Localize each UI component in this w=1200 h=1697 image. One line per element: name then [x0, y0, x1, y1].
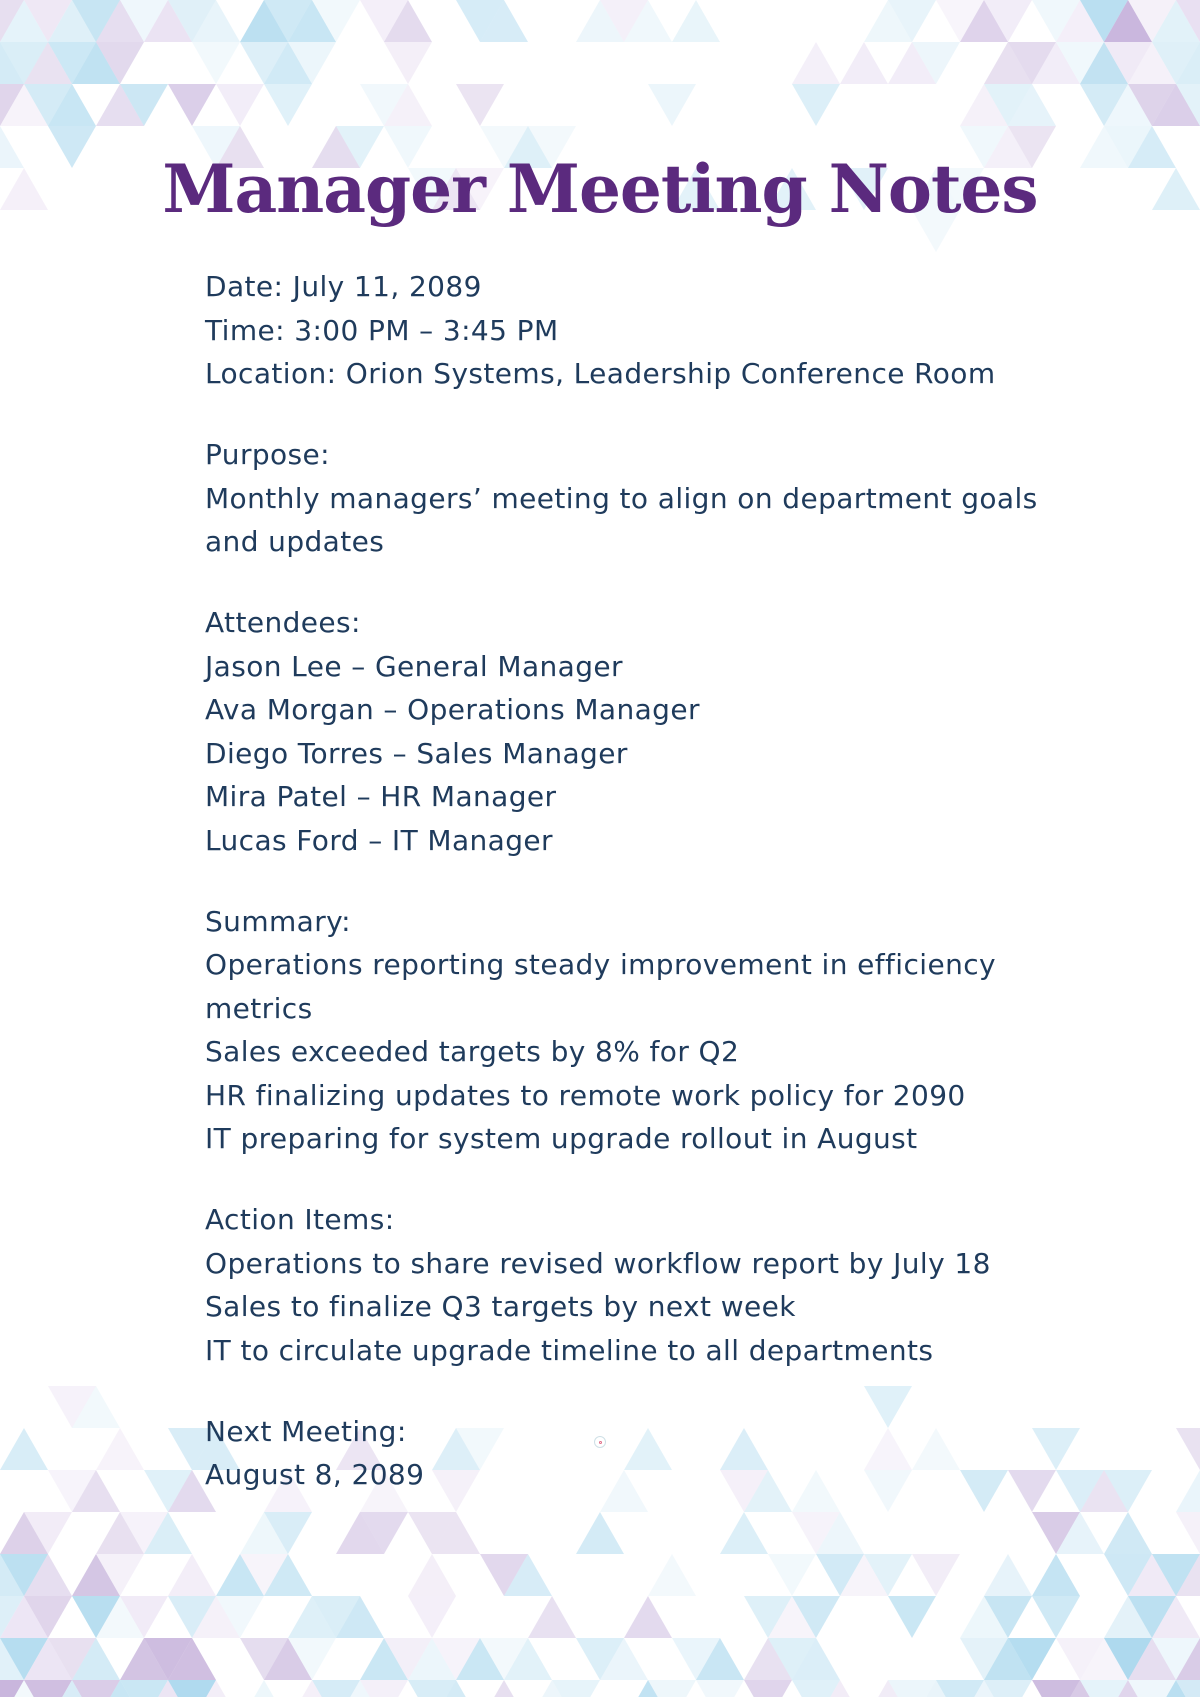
action-item: Operations to share revised workflow report by July 18 [205, 1246, 991, 1280]
document-body [205, 265, 1045, 1497]
decorative-triangle [216, 84, 264, 126]
date-line: Date: July 11, 2089 [205, 270, 482, 303]
decorative-triangle [1176, 1512, 1200, 1554]
decorative-triangle [768, 1554, 816, 1596]
next-meeting-heading: Next Meeting: [205, 1414, 407, 1448]
summary-item: HR finalizing updates to remote work policy for 2090 [205, 1078, 966, 1112]
decorative-triangle [672, 0, 720, 42]
decorative-triangle [384, 42, 432, 84]
time-line: Time: 3:00 PM – 3:45 PM [205, 313, 559, 347]
decorative-triangle [408, 1596, 456, 1638]
decorative-triangle [1176, 1428, 1200, 1470]
purpose-text: and updates [205, 525, 385, 558]
attendee-item: Lucas Ford – IT Manager [205, 823, 553, 857]
action-items-heading: Action Items: [205, 1203, 395, 1236]
cursor-marker-icon [594, 1436, 606, 1448]
summary-item: metrics [205, 991, 313, 1025]
decorative-triangle [240, 1680, 288, 1697]
attendee-item: Jason Lee – General Manager [205, 649, 623, 683]
location-line: Location: Orion Systems, Leadership Conference Room [205, 357, 996, 390]
decorative-triangle [1176, 1470, 1200, 1512]
decorative-triangle [912, 1554, 960, 1596]
decorative-triangle [720, 1512, 768, 1554]
decorative-triangle [840, 42, 888, 84]
decorative-triangle [0, 1428, 48, 1470]
purpose-text: Monthly managers’ meeting to align on department goals [205, 481, 1038, 515]
decorative-triangle [96, 1428, 144, 1470]
summary-heading: Summary: [205, 904, 351, 938]
decorative-triangle [456, 84, 504, 126]
next-meeting-date: August 8, 2089 [205, 1458, 425, 1491]
summary-item: Operations reporting steady improvement in efficiency [205, 948, 996, 981]
decorative-triangle [744, 1680, 792, 1697]
decorative-triangle [168, 1554, 216, 1596]
summary-item: Sales exceeded targets by 8% for Q2 [205, 1035, 740, 1068]
action-item: Sales to finalize Q3 targets by next week [205, 1290, 796, 1323]
decorative-triangle [648, 1554, 696, 1596]
summary-item: IT preparing for system upgrade rollout in August [205, 1122, 918, 1155]
decorative-triangle [192, 42, 240, 84]
decorative-triangle [528, 1596, 576, 1638]
decorative-triangle [696, 1680, 744, 1697]
decorative-triangle [648, 84, 696, 126]
document-title: Manager Meeting Notes [162, 150, 1038, 228]
decorative-triangle [408, 1554, 456, 1596]
decorative-triangle [624, 1596, 672, 1638]
attendee-item: Mira Patel – HR Manager [205, 780, 557, 813]
decorative-triangle [792, 84, 840, 126]
decorative-triangle [984, 1554, 1032, 1596]
decorative-triangle [264, 84, 312, 126]
decorative-triangle [576, 1512, 624, 1554]
decorative-triangle [1104, 1512, 1152, 1554]
decorative-triangle [888, 1596, 936, 1638]
action-item: IT to circulate upgrade timeline to all departments [205, 1333, 934, 1367]
attendees-heading: Attendees: [205, 606, 361, 639]
decorative-triangle [480, 1680, 528, 1697]
decorative-triangle [1032, 1596, 1080, 1638]
attendee-item: Ava Morgan – Operations Manager [205, 693, 700, 726]
decorative-triangle [792, 42, 840, 84]
purpose-heading: Purpose: [205, 438, 331, 471]
decorative-triangle [1032, 1554, 1080, 1596]
attendee-item: Diego Torres – Sales Manager [205, 736, 628, 770]
decorative-triangle [168, 84, 216, 126]
